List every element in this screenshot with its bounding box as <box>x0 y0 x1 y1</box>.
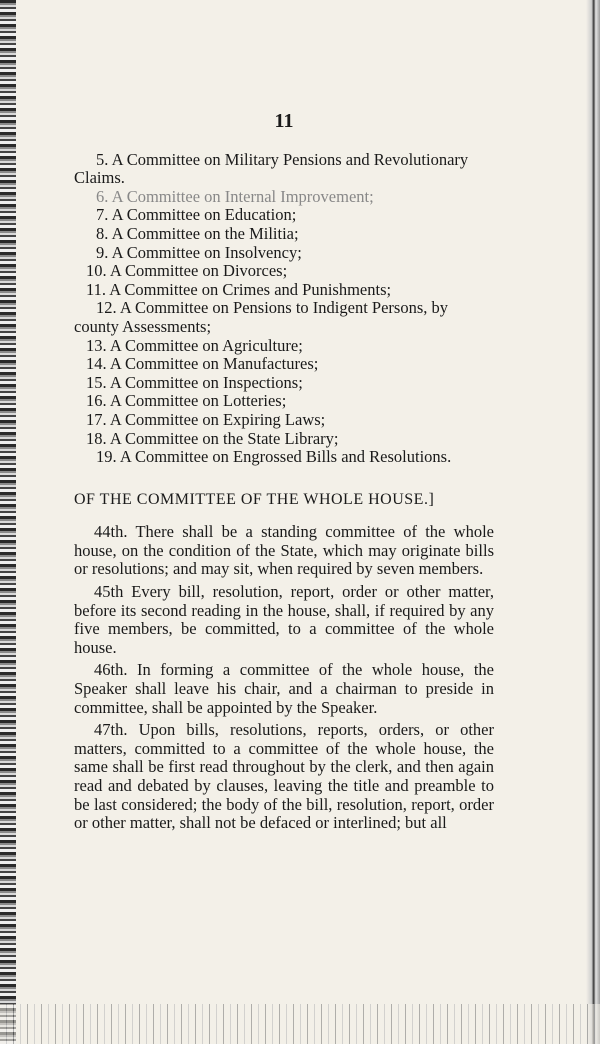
committee-item: 14. A Committee on Manufactures; <box>86 354 319 374</box>
committee-item: 8. A Committee on the Militia; <box>96 223 299 243</box>
committee-item: 18. A Committee on the State Library; <box>86 428 339 448</box>
page-number: 11 <box>274 110 294 132</box>
rule-paragraph: 46th. In forming a committee of the whole house, the Speaker shall leave his chair, and a chairman to preside in committee, shall be appointed by the Speaker. <box>74 660 494 717</box>
section-heading: OF THE COMMITTEE OF THE WHOLE HOUSE.] <box>74 490 435 508</box>
committee-item: 5. A Committee on Military Pensions and Revolutionary Claims. <box>74 149 469 188</box>
rule-paragraph: 45th Every bill, resolution, report, order or other matter, before its second reading in the house, shall, if required by any five members, be committed, to a committee of the whole house. <box>74 582 494 657</box>
page-right-edge <box>586 0 600 1044</box>
committee-item: 16. A Committee on Lotteries; <box>86 391 287 411</box>
page-bottom-edge <box>0 1004 600 1044</box>
committee-item: 9. A Committee on Insolvency; <box>96 242 302 262</box>
committee-item: 17. A Committee on Expiring Laws; <box>86 409 326 429</box>
page-binding-edge <box>0 0 16 1044</box>
committee-item: 10. A Committee on Divorces; <box>86 261 288 281</box>
document-page <box>74 112 494 837</box>
rule-paragraph: 47th. Upon bills, resolutions, reports, orders, or other matters, committed to a committee of the whole house, the same shall be first read throughout by the clerk, and then again read and debated by clauses, leaving the title and preamble to be last considered; the body of the bill, resolution, report, order or other matter, shall not be defaced or interlined; but all <box>74 720 494 833</box>
committee-list <box>74 151 494 467</box>
committee-item: 12. A Committee on Pensions to Indigent Persons, by county Assessments; <box>74 298 449 336</box>
committee-item: 7. A Committee on Education; <box>96 205 297 225</box>
committee-item: 11. A Committee on Crimes and Punishments; <box>86 279 392 299</box>
rules-body <box>74 523 494 833</box>
committee-item: 13. A Committee on Agriculture; <box>86 335 303 355</box>
committee-item: 6. A Committee on Internal Improvement; <box>96 186 374 206</box>
rule-paragraph: 44th. There shall be a standing committee of the whole house, on the condition of the State, which may originate bills or resolutions; and may sit, when required by seven members. <box>74 522 494 579</box>
committee-item: 19. A Committee on Engrossed Bills and Resolutions. <box>96 447 452 467</box>
committee-item: 15. A Committee on Inspections; <box>86 372 303 392</box>
